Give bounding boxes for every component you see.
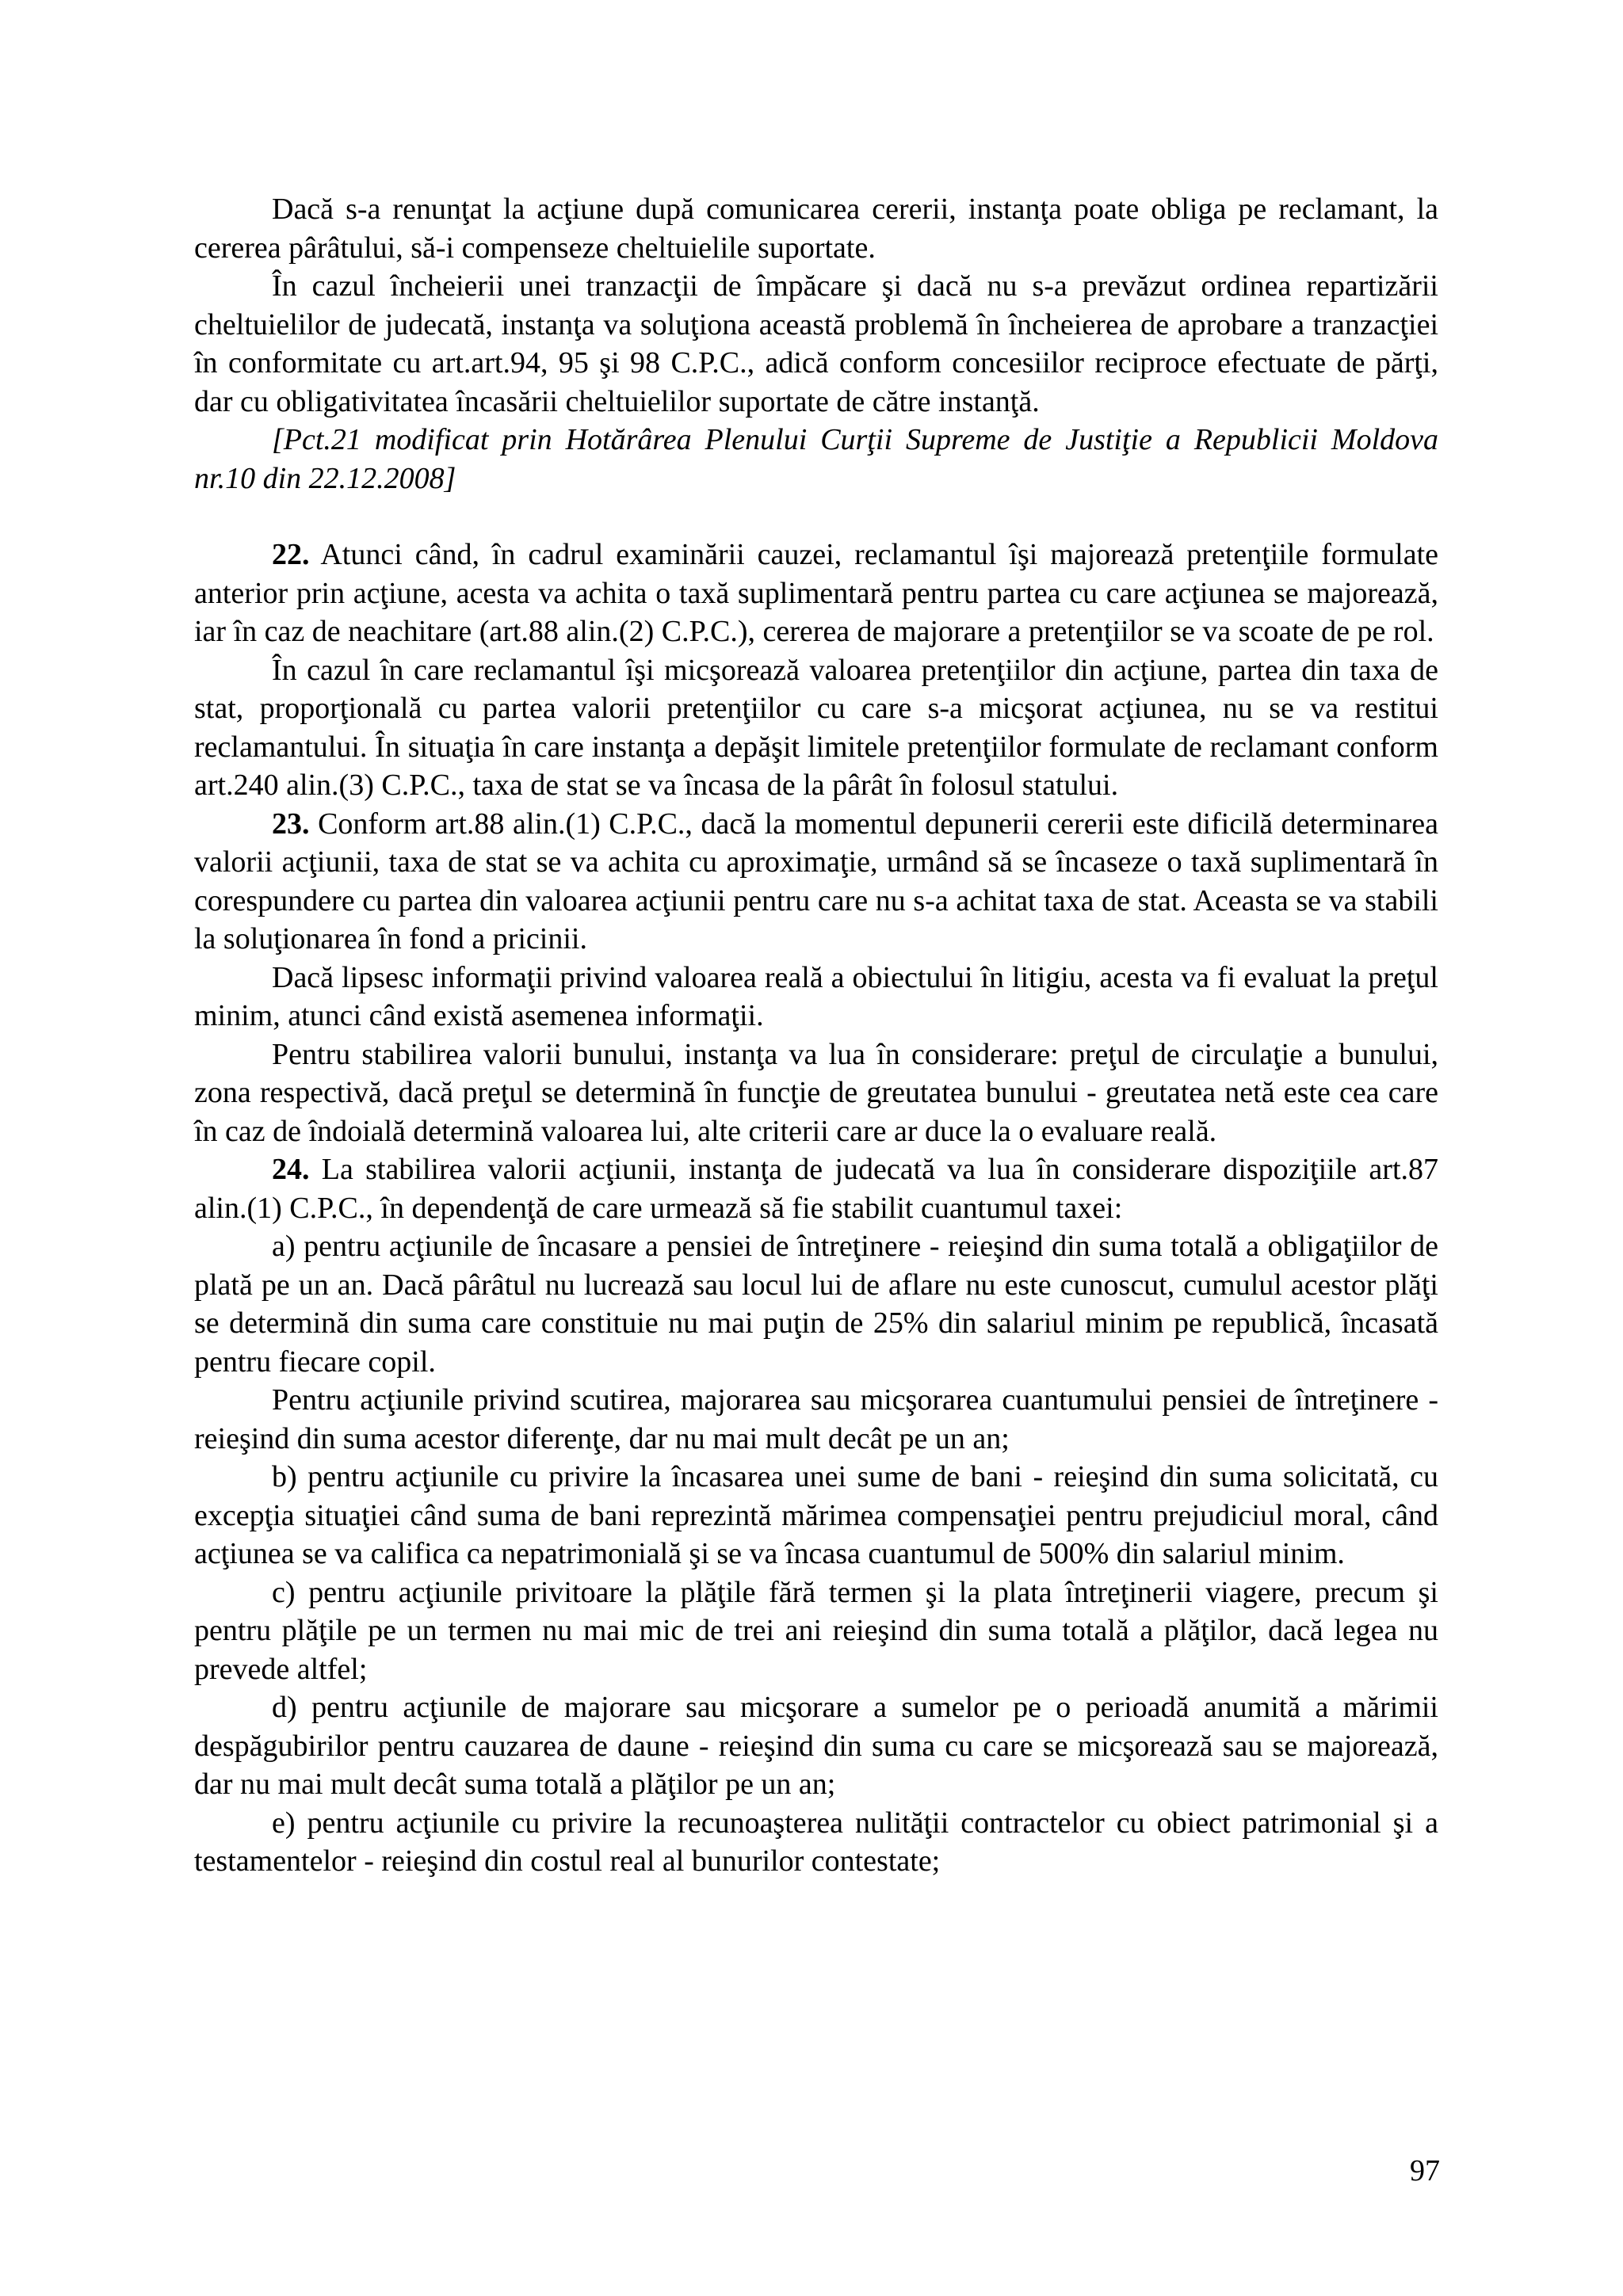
paragraph-lipsa-informatii: Dacă lipsesc informaţii privind valoarea reală a obiectului în litigiu, acesta va fi evaluat la preţul minim, atunci când există asemenea informaţii.	[194, 960, 1438, 1032]
page-number: 97	[1410, 2154, 1440, 2187]
paragraph-tranzactie-impacare: În cazul încheierii unei tranzacţii de împăcare şi dacă nu s-a prevăzut ordinea repartizării cheltuielilor de judecată, instanţa va soluţiona această problemă în încheierea de aprobare a tranzacţiei în conformitate cu art.art.94, 95 şi 98 C.P.C., adică conform concesiilor reciproce efectuate de părţi, dar cu obligativitatea încasării cheltuielilor suportate de către instanţă.	[194, 269, 1438, 418]
paragraph-number: 23.	[272, 807, 310, 841]
paragraph-stabilire-valoare-bun: Pentru stabilirea valorii bunului, instanţa va lua în considerare: preţul de circulaţie a bunului, zona respectivă, dacă preţul se determină în funcţie de greutatea bunului - greutatea netă este cea care în caz de îndoială determină valoarea lui, alte criterii care ar duce la o evaluare reală.	[194, 1037, 1438, 1148]
list-item-b: b) pentru acţiunile cu privire la încasarea unei sume de bani - reieşind din suma solicitată, cu excepţia situaţiei când suma de bani reprezintă mărimea compensaţiei pentru prejudiciul moral, când acţiunea se va califica ca nepatrimonială şi se va încasa cuantumul de 500% din salariul minim.	[194, 1460, 1438, 1570]
amendment-note-pct21: [Pct.21 modificat prin Hotărârea Plenului Curţii Supreme de Justiţie a Republicii Moldova nr.10 din 22.12.2008]	[194, 423, 1438, 495]
paragraph-23: 23. Conform art.88 alin.(1) C.P.C., dacă la momentul depunerii cererii este dificilă determinarea valorii acţiunii, taxa de stat se va achita cu aproximaţie, urmând să se încaseze o taxă suplimentară în corespundere cu partea din valoarea acţiunii pentru care nu s-a achitat taxa de stat. Aceasta se va stabili la soluţionarea în fond a pricinii.	[194, 807, 1438, 955]
list-item-a: a) pentru acţiunile de încasare a pensiei de întreţinere - reieşind din suma totală a obligaţiilor de plată pe un an. Dacă pârâtul nu lucrează sau locul lui de aflare nu este cunoscut, cumulul acestor plăţi se determină din suma care constituie nu mai puţin de 25% din salariul minim pe republică, încasată pentru fiecare copil.	[194, 1230, 1438, 1379]
paragraph-number: 24.	[272, 1153, 310, 1186]
paragraph-number: 22.	[272, 538, 310, 571]
list-item-c: c) pentru acţiunile privitoare la plăţile fără termen şi la plata întreţinerii viagere, precum şi pentru plăţile pe un termen nu mai mic de trei ani reieşind din suma totală a plăţilor, dacă legea nu prevede altfel;	[194, 1575, 1438, 1686]
document-body	[194, 190, 1438, 1881]
paragraph-scutire-pensie: Pentru acţiunile privind scutirea, majorarea sau micşorarea cuantumului pensiei de întreţinere - reieşind din suma acestor diferenţe, dar nu mai mult decât pe un an;	[194, 1383, 1438, 1455]
paragraph-22: 22. Atunci când, în cadrul examinării cauzei, reclamantul îşi majorează pretenţiile formulate anterior prin acţiune, acesta va achita o taxă suplimentară pentru partea cu care acţiunea se majorează, iar în caz de neachitare (art.88 alin.(2) C.P.C.), cererea de majorare a pretenţiilor se va scoate de pe rol.	[194, 538, 1438, 648]
paragraph-renunt-compensare: Dacă s-a renunţat la acţiune după comunicarea cererii, instanţa poate obliga pe reclamant, la cererea pârâtului, să-i compenseze cheltuielile suportate.	[194, 193, 1438, 265]
list-item-e: e) pentru acţiunile cu privire la recunoaşterea nulităţii contractelor cu obiect patrimonial şi a testamentelor - reieşind din costul real al bunurilor contestate;	[194, 1806, 1438, 1878]
paragraph-24: 24. La stabilirea valorii acţiunii, instanţa de judecată va lua în considerare dispoziţiile art.87 alin.(1) C.P.C., în dependenţă de care urmează să fie stabilit cuantumul taxei:	[194, 1153, 1438, 1225]
paragraph-micsorare-pretentii: În cazul în care reclamantul îşi micşorează valoarea pretenţiilor din acţiune, partea din taxa de stat, proporţională cu partea valorii pretenţiilor cu care s-a micşorat acţiunea, nu se va restitui reclamantului. În situaţia în care instanţa a depăşit limitele pretenţiilor formulate de reclamant conform art.240 alin.(3) C.P.C., taxa de stat se va încasa de la pârât în folosul statului.	[194, 653, 1438, 802]
list-item-d: d) pentru acţiunile de majorare sau micşorare a sumelor pe o perioadă anumită a mărimii despăgubirilor pentru cauzarea de daune - reieşind din suma cu care se micşorează sau se majorează, dar nu mai mult decât suma totală a plăţilor pe un an;	[194, 1691, 1438, 1801]
